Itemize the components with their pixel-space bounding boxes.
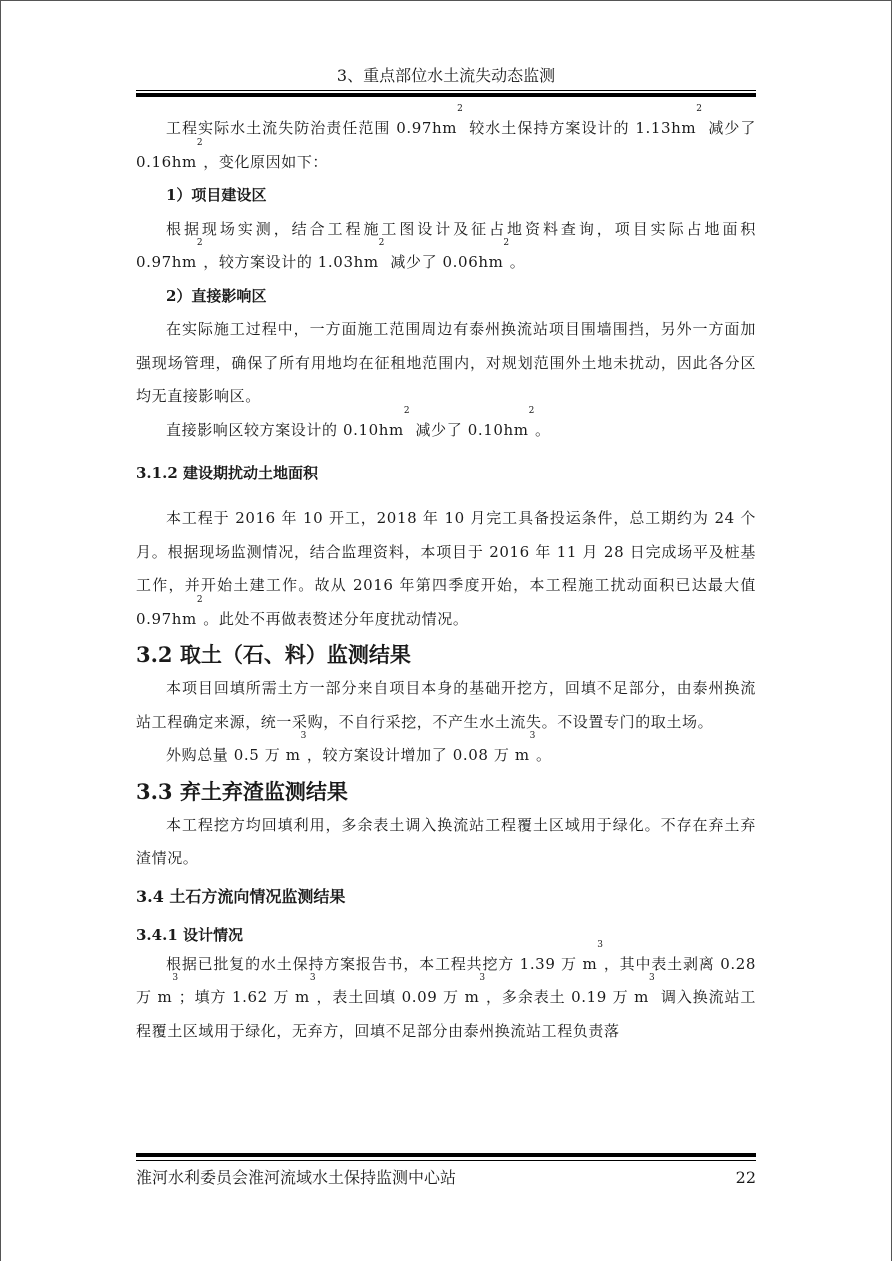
page-body [136,104,757,1048]
paragraph-earthwork-design: 根据已批复的水土保持方案报告书，本工程共挖方 1.39 万 $m^3$，其中表土剥离 0.28 万 $m^3$；填方 1.62 万 $m^3$，表土回填 0.09 万 $m^3$，多余表土 0.19 万 $m^3$ 调入换流站工程覆土区域用于绿化，无弃方，回填不足部分由泰州换流站工程负责落 [136,939,757,1040]
page-number: 22 [735,1168,756,1187]
footer-rule-thick [136,1153,756,1157]
subheading-project-area: 1）项目建设区 [166,186,267,204]
header-rule [136,90,756,91]
paragraph-purchase-volume: 外购总量 0.5 万 $m^3$，较方案设计增加了 0.08 万 $m^3$。 [166,731,552,764]
running-header: 3、重点部位水土流失动态监测 [336,66,556,85]
heading-3-3: 3.3 弃土弃渣监测结果 [136,778,348,804]
paragraph-direct-impact-change: 直接影响区较方案设计的 $0.10hm^2$ 减少了 $0.10hm^2$。 [166,405,551,439]
paragraph-disturbance-area: 本工程于 2016 年 10 开工，2018 年 10 月完工具备投运条件，总工期约为 24 个月。根据现场监测情况，结合监理资料，本项目于 2016 年 11 月 28 日完成场平及桩基工作，并开始土建工作。故从 2016 年第四季度开始，本工程施工扰动面积已达最大值 $0.97hm^2$。此处不再做表赘述分年度扰动情况。 [136,509,756,628]
paragraph-borrow-source: 本项目回填所需土方一部分来自项目本身的基础开挖方，回填不足部分，由泰州换流站工程确定来源，统一采购，不自行采挖，不产生水土流失。不设置专门的取土场。 [136,679,756,731]
heading-3-4-1: 3.4.1 设计情况 [136,925,243,944]
heading-3-2: 3.2 取土（石、料）监测结果 [136,642,411,667]
paragraph-responsibility-scope: 工程实际水土流失防治责任范围 $0.97hm^2$ 较水土保持方案设计的 $1.13hm^2$ 减少了 $0.16hm^2$，变化原因如下： [136,104,757,171]
heading-3-1-2: 3.1.2 建设期扰动土地面积 [136,464,318,482]
footer-rule [136,1160,756,1161]
subheading-direct-impact: 2）直接影响区 [166,286,267,305]
paragraph-project-area: 根据现场实测，结合工程施工图设计及征占地资料查询，项目实际占地面积 $0.97hm^2$，较方案设计的 $1.03hm^2$ 减少了 $0.06hm^2$。 [136,219,756,271]
header-rule-thick [136,93,756,97]
paragraph-construction-process: 在实际施工过程中，一方面施工范围周边有泰州换流站项目围墙围挡，另外一方面加强现场管理，确保了所有用地均在征租地范围内，对规划范围外土地未扰动，因此各分区均无直接影响区。 [136,320,756,405]
paragraph-spoil: 本工程挖方均回填利用，多余表土调入换流站工程覆土区域用于绿化。不存在弃土弃渣情况。 [136,815,756,867]
running-footer [136,1166,756,1190]
footer-organization: 淮河水利委员会淮河流域水土保持监测中心站 [136,1168,457,1187]
heading-3-4: 3.4 土石方流向情况监测结果 [136,886,346,906]
